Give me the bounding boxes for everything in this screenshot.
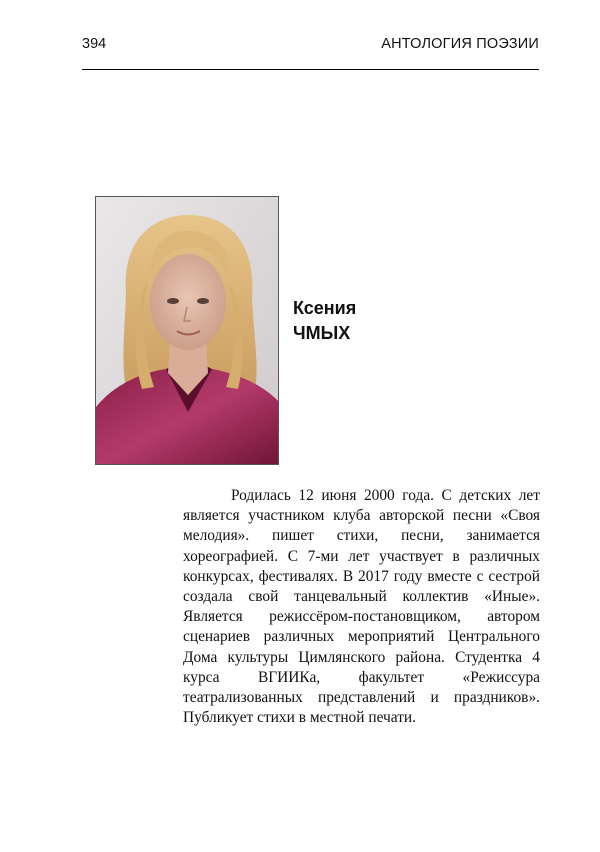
author-photo [95,196,279,465]
portrait-illustration [96,197,279,465]
author-name [293,296,356,346]
biography-text: Родилась 12 июня 2000 года. С детских лет является участником клуба авторской песни «Своя мелодия». пишет стихи, песни, занимается хореографией. С 7-ми лет участвует в различных конкурсах, фестивалях. В 2017 году вместе с сестрой создала свой танцевальный коллектив «Иные». Является режиссёром-постановщиком, автором сценариев различных мероприятий Центрального Дома культуры Цимлянского района. Студентка 4 курса ВГИИКа, факультет «Режиссура театрализованных представлений и праздников». Публикует стихи в местной печати. [183,487,540,727]
author-biography [183,486,540,728]
page-header [82,36,539,58]
author-first-name: Ксения [293,298,357,318]
header-rule [82,69,539,70]
page-number: 394 [82,36,107,52]
author-last-name: ЧМЫХ [293,323,351,343]
running-title: АНТОЛОГИЯ ПОЭЗИИ [381,36,539,52]
